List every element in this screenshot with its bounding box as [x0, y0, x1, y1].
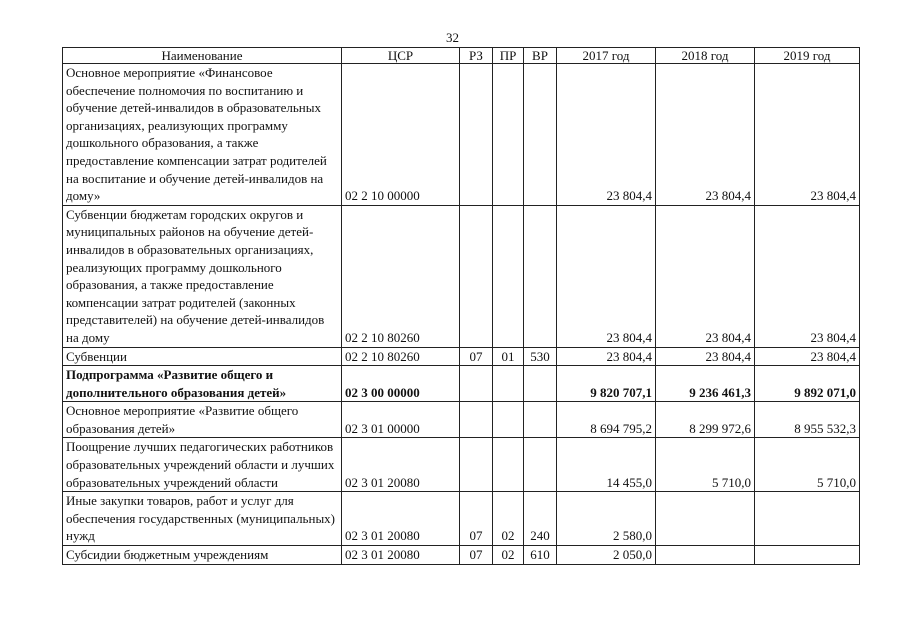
- row-2018: 23 804,4: [656, 64, 755, 206]
- row-name: Субвенции бюджетам городских округов и муниципальных районов на обучение детей-инвалидов в образовательных организациях, реализующих программу дошкольного образования, а также предоставление компенсации затрат родителей (законных представителей) на обучение детей-инвалидов на дому: [63, 205, 342, 347]
- row-rz: [460, 64, 493, 206]
- row-pr: [493, 366, 524, 402]
- row-pr: 02: [493, 546, 524, 565]
- row-vr: 610: [524, 546, 557, 565]
- row-name: Субвенции: [63, 347, 342, 366]
- page-number: 32: [446, 30, 459, 45]
- row-name: Иные закупки товаров, работ и услуг для обеспечения государственных (муниципальных) нужд: [63, 492, 342, 546]
- row-2019: 23 804,4: [755, 347, 860, 366]
- row-rz: 07: [460, 347, 493, 366]
- row-2018: 23 804,4: [656, 347, 755, 366]
- row-2017: 14 455,0: [557, 438, 656, 492]
- table-row: [63, 366, 860, 402]
- table-row: [63, 492, 860, 546]
- row-rz: 07: [460, 546, 493, 565]
- row-2019: [755, 492, 860, 546]
- row-2019: 9 892 071,0: [755, 366, 860, 402]
- row-pr: [493, 438, 524, 492]
- row-2019: [755, 546, 860, 565]
- row-rz: [460, 205, 493, 347]
- row-csr: 02 2 10 80260: [342, 205, 460, 347]
- row-2018: [656, 492, 755, 546]
- row-2018: 23 804,4: [656, 205, 755, 347]
- table-header-row: [63, 48, 860, 64]
- budget-table: [62, 47, 860, 565]
- row-csr: 02 2 10 80260: [342, 347, 460, 366]
- row-pr: 01: [493, 347, 524, 366]
- header-rz: РЗ: [460, 48, 493, 64]
- row-vr: [524, 366, 557, 402]
- row-name: Подпрограмма «Развитие общего и дополнительного образования детей»: [63, 366, 342, 402]
- row-vr: 240: [524, 492, 557, 546]
- row-vr: [524, 205, 557, 347]
- row-csr: 02 3 01 20080: [342, 492, 460, 546]
- row-rz: [460, 402, 493, 438]
- table-row: [63, 402, 860, 438]
- header-2019: 2019 год: [755, 48, 860, 64]
- header-csr: ЦСР: [342, 48, 460, 64]
- row-rz: 07: [460, 492, 493, 546]
- row-csr: 02 2 10 00000: [342, 64, 460, 206]
- row-2017: 23 804,4: [557, 347, 656, 366]
- row-2018: 8 299 972,6: [656, 402, 755, 438]
- header-2018: 2018 год: [656, 48, 755, 64]
- row-vr: 530: [524, 347, 557, 366]
- table-row: [63, 205, 860, 347]
- row-2017: 9 820 707,1: [557, 366, 656, 402]
- row-pr: 02: [493, 492, 524, 546]
- row-vr: [524, 64, 557, 206]
- row-2017: 23 804,4: [557, 64, 656, 206]
- row-2017: 8 694 795,2: [557, 402, 656, 438]
- table-row: [63, 347, 860, 366]
- header-2017: 2017 год: [557, 48, 656, 64]
- row-rz: [460, 366, 493, 402]
- row-vr: [524, 402, 557, 438]
- row-pr: [493, 205, 524, 347]
- row-2018: [656, 546, 755, 565]
- row-pr: [493, 64, 524, 206]
- row-2018: 5 710,0: [656, 438, 755, 492]
- row-pr: [493, 402, 524, 438]
- row-csr: 02 3 01 00000: [342, 402, 460, 438]
- row-2017: 2 050,0: [557, 546, 656, 565]
- row-name: Основное мероприятие «Финансовое обеспечение полномочия по воспитанию и обучение детей-инвалидов в образовательных организациях, реализующих программу дошкольного образования, а также предоставление компенсации затрат родителей на воспитание и обучение детей-инвалидов на дому»: [63, 64, 342, 206]
- table-row: [63, 546, 860, 565]
- table-row: [63, 64, 860, 206]
- row-csr: 02 3 01 20080: [342, 546, 460, 565]
- row-2018: 9 236 461,3: [656, 366, 755, 402]
- row-vr: [524, 438, 557, 492]
- row-name: Основное мероприятие «Развитие общего образования детей»: [63, 402, 342, 438]
- row-2017: 2 580,0: [557, 492, 656, 546]
- row-name: Поощрение лучших педагогических работников образовательных учреждений области и лучших образовательных учреждений области: [63, 438, 342, 492]
- header-pr: ПР: [493, 48, 524, 64]
- row-name: Субсидии бюджетным учреждениям: [63, 546, 342, 565]
- row-2017: 23 804,4: [557, 205, 656, 347]
- row-rz: [460, 438, 493, 492]
- row-csr: 02 3 01 20080: [342, 438, 460, 492]
- row-2019: 23 804,4: [755, 64, 860, 206]
- row-2019: 5 710,0: [755, 438, 860, 492]
- row-2019: 23 804,4: [755, 205, 860, 347]
- header-name: Наименование: [63, 48, 342, 64]
- header-vr: ВР: [524, 48, 557, 64]
- table-row: [63, 438, 860, 492]
- row-csr: 02 3 00 00000: [342, 366, 460, 402]
- row-2019: 8 955 532,3: [755, 402, 860, 438]
